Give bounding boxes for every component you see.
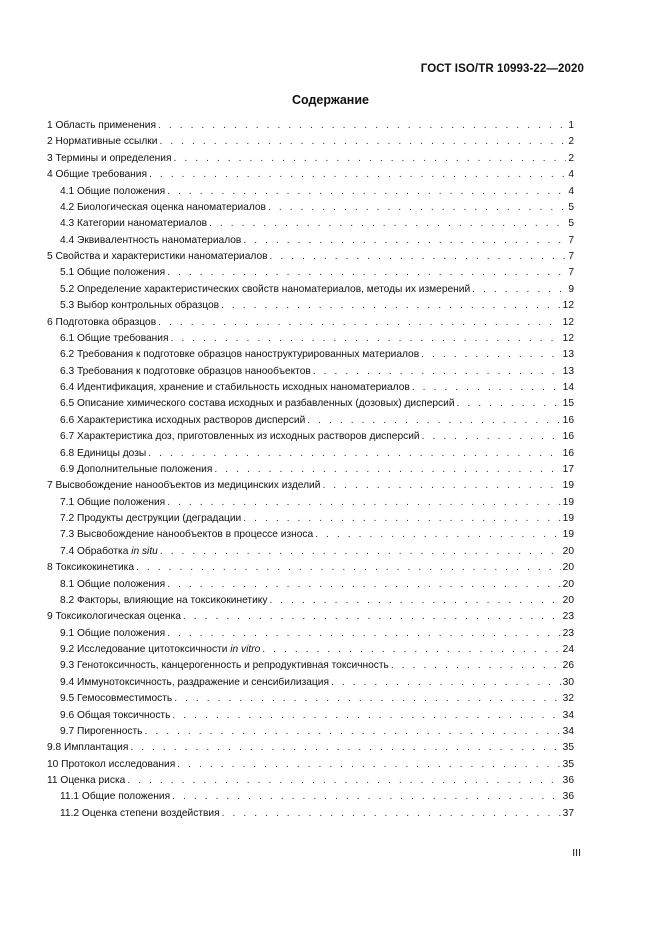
- toc-entry-page: 4: [568, 169, 574, 181]
- toc-entry[interactable]: [47, 429, 574, 445]
- toc-entry[interactable]: [47, 167, 574, 183]
- toc-entry[interactable]: [47, 806, 574, 822]
- toc-entry-title: 6.1 Общие требования: [60, 332, 169, 344]
- toc-entry-title: 2 Нормативные ссылки: [47, 136, 158, 148]
- toc-leader-dots: [149, 167, 566, 183]
- toc-leader-dots: [177, 757, 560, 773]
- toc-entry-page: 16: [562, 431, 574, 443]
- toc-leader-dots: [331, 675, 561, 691]
- toc-leader-dots: [243, 511, 560, 527]
- toc-leader-dots: [167, 577, 560, 593]
- toc-leader-dots: [158, 315, 561, 331]
- toc-leader-dots: [391, 658, 561, 674]
- toc-entry[interactable]: [47, 773, 574, 789]
- toc-entry-page: 32: [562, 693, 574, 705]
- toc-entry-title: 4 Общие требования: [47, 169, 148, 181]
- toc-entry-title: 7.2 Продукты деструкции (деградации: [60, 513, 242, 524]
- toc-entry-page: 7: [568, 251, 574, 262]
- toc-entry[interactable]: [47, 740, 574, 756]
- toc-entry-title: 8 Токсикокинетика: [47, 562, 134, 574]
- toc-entry-page: 36: [562, 791, 574, 803]
- toc-entry-title: 9.7 Пирогенность: [60, 725, 143, 737]
- toc-leader-dots: [313, 364, 561, 380]
- toc-entry[interactable]: [47, 315, 574, 331]
- toc-leader-dots: [221, 298, 561, 314]
- toc-entry-title: 10 Протокол исследования: [47, 758, 176, 770]
- toc-entry-page: 5: [568, 201, 574, 213]
- toc-entry-title: 6.4 Идентификация, хранение и стабильность исходных наноматериалов: [60, 382, 410, 393]
- toc-entry-title: 4.2 Биологическая оценка наноматериалов: [60, 201, 266, 213]
- toc-leader-dots: [315, 527, 560, 543]
- toc-leader-dots: [421, 347, 561, 363]
- toc-entry[interactable]: [47, 118, 574, 134]
- toc-entry[interactable]: [47, 478, 574, 494]
- toc-entry[interactable]: [47, 134, 574, 150]
- toc-entry[interactable]: [47, 593, 574, 609]
- toc-leader-dots: [209, 216, 566, 232]
- toc-leader-dots: [173, 151, 566, 167]
- toc-entry-title: 5.2 Определение характеристических свойств наноматериалов, методы их измерений: [60, 283, 471, 295]
- toc-leader-dots: [167, 265, 566, 281]
- toc-leader-dots: [167, 495, 560, 511]
- toc-leader-dots: [174, 691, 560, 707]
- toc-leader-dots: [322, 478, 560, 494]
- toc-entry-title: 11 Оценка риска: [47, 775, 126, 786]
- toc-entry-title: 7.1 Общие положения: [60, 496, 166, 508]
- toc-entry-title: 11.2 Оценка степени воздействия: [60, 807, 220, 819]
- toc-entry[interactable]: [47, 216, 574, 232]
- toc-leader-dots: [412, 380, 561, 396]
- toc-leader-dots: [183, 609, 561, 625]
- toc-leader-dots: [171, 331, 561, 347]
- toc-entry-page: 12: [562, 332, 574, 344]
- toc-entry-page: 19: [562, 480, 574, 492]
- toc-leader-dots: [159, 134, 566, 150]
- toc-entry[interactable]: [47, 789, 574, 805]
- toc-entry-page: 14: [562, 382, 574, 393]
- toc-entry[interactable]: [47, 200, 574, 216]
- toc-leader-dots: [222, 806, 561, 822]
- toc-entry[interactable]: [47, 658, 574, 674]
- toc-entry-page: 19: [562, 529, 574, 541]
- toc-entry-page: 34: [562, 709, 574, 721]
- toc-entry-page: 5: [568, 218, 574, 230]
- toc-entry-title: 7.3 Высвобождение нанообъектов в процессе износа: [60, 529, 314, 541]
- toc-leader-dots: [214, 462, 560, 478]
- toc-entry[interactable]: [47, 544, 574, 560]
- toc-entry-page: 24: [562, 644, 574, 655]
- toc-entry[interactable]: [47, 282, 574, 298]
- table-of-contents: [47, 118, 574, 822]
- toc-entry-page: 35: [562, 742, 574, 754]
- toc-entry-title: 8.2 Факторы, влияющие на токсикокинетику: [60, 594, 268, 606]
- document-id: ГОСТ ISO/TR 10993-22—2020: [420, 63, 584, 75]
- toc-entry-title: 6.2 Требования к подготовке образцов наноструктурированных материалов: [60, 349, 420, 361]
- toc-entry-title: 9.3 Генотоксичность, канцерогенность и репродуктивная токсичность: [60, 660, 389, 672]
- toc-leader-dots: [167, 184, 566, 200]
- toc-entry[interactable]: [47, 626, 574, 642]
- toc-leader-dots: [172, 708, 560, 724]
- toc-leader-dots: [144, 724, 560, 740]
- toc-entry-page: 20: [562, 545, 574, 557]
- toc-entry-page: 35: [562, 758, 574, 770]
- page-title: Содержание: [291, 93, 369, 107]
- toc-entry-title: 5.1 Общие положения: [60, 267, 166, 279]
- toc-entry[interactable]: [47, 364, 574, 380]
- toc-entry-title: 5.3 Выбор контрольных образцов: [60, 300, 220, 312]
- toc-entry-page: 12: [562, 300, 574, 312]
- toc-leader-dots: [457, 396, 561, 412]
- toc-leader-dots: [127, 773, 560, 789]
- toc-leader-dots: [270, 249, 567, 265]
- toc-entry[interactable]: [47, 347, 574, 363]
- toc-entry-page: 37: [562, 807, 574, 819]
- toc-leader-dots: [243, 233, 566, 249]
- toc-entry-title: 6 Подготовка образцов: [47, 316, 157, 328]
- toc-entry-title: 9.6 Общая токсичность: [60, 709, 171, 721]
- toc-entry-page: 12: [562, 316, 574, 328]
- toc-leader-dots: [262, 642, 560, 658]
- toc-entry-page: 30: [562, 676, 574, 688]
- toc-entry-page: 15: [562, 398, 574, 410]
- toc-entry-title: 8.1 Общие положения: [60, 578, 166, 590]
- toc-entry-title: 4.3 Категории наноматериалов: [60, 218, 208, 230]
- toc-entry[interactable]: [47, 495, 574, 511]
- toc-leader-dots: [136, 560, 561, 576]
- toc-leader-dots: [422, 429, 561, 445]
- toc-entry[interactable]: [47, 298, 574, 314]
- toc-entry-title: 3 Термины и определения: [47, 152, 172, 164]
- toc-entry[interactable]: [47, 462, 574, 478]
- toc-entry[interactable]: [47, 331, 574, 347]
- toc-entry[interactable]: [47, 249, 574, 265]
- toc-entry-title: 6.6 Характеристика исходных растворов дисперсий: [60, 414, 306, 426]
- toc-leader-dots: [158, 118, 566, 134]
- toc-entry-page: 17: [562, 463, 574, 475]
- toc-entry-page: 16: [562, 447, 574, 459]
- toc-entry[interactable]: [47, 675, 574, 691]
- toc-entry-title: 6.5 Описание химического состава исходных и разбавленных (дозовых) дисперсий: [60, 398, 455, 410]
- toc-leader-dots: [167, 626, 560, 642]
- toc-leader-dots: [160, 544, 561, 560]
- toc-leader-dots: [130, 740, 560, 756]
- toc-entry[interactable]: [47, 609, 574, 625]
- toc-entry-page: 19: [562, 513, 574, 524]
- toc-entry[interactable]: [47, 560, 574, 576]
- toc-entry[interactable]: [47, 233, 574, 249]
- toc-entry[interactable]: [47, 757, 574, 773]
- toc-entry-title: 6.3 Требования к подготовке образцов нанообъектов: [60, 365, 311, 377]
- toc-entry[interactable]: [47, 691, 574, 707]
- toc-entry-page: 26: [562, 660, 574, 672]
- toc-entry-page: 2: [568, 136, 574, 148]
- toc-entry-title: 9.5 Гемосовместимость: [60, 693, 173, 705]
- toc-entry-title: 9.1 Общие положения: [60, 627, 166, 639]
- toc-entry[interactable]: [47, 642, 574, 658]
- toc-entry-page: 9: [568, 283, 574, 295]
- toc-entry-title: 6.8 Единицы дозы: [60, 447, 147, 459]
- toc-entry[interactable]: [47, 380, 574, 396]
- toc-entry[interactable]: [47, 446, 574, 462]
- toc-entry-title: 1 Область применения: [47, 120, 156, 131]
- toc-entry-page: 13: [562, 365, 574, 377]
- toc-entry[interactable]: [47, 184, 574, 200]
- toc-leader-dots: [269, 593, 560, 609]
- toc-entry-page: 23: [562, 627, 574, 639]
- toc-entry-page: 2: [568, 152, 574, 164]
- toc-entry-page: 4: [568, 185, 574, 197]
- toc-entry-page: 7: [568, 234, 574, 246]
- toc-entry-title: 7.4 Обработка in situ: [60, 545, 158, 557]
- toc-entry-page: 20: [562, 562, 574, 574]
- toc-entry-page: 20: [562, 594, 574, 606]
- toc-leader-dots: [472, 282, 566, 298]
- toc-entry[interactable]: [47, 151, 574, 167]
- toc-entry[interactable]: [47, 577, 574, 593]
- toc-entry-title: 6.9 Дополнительные положения: [60, 463, 213, 475]
- toc-entry-title: 5 Свойства и характеристики наноматериалов: [47, 251, 268, 262]
- toc-entry-title: 9.4 Иммунотоксичность, раздражение и сенсибилизация: [60, 676, 329, 688]
- toc-entry[interactable]: [47, 724, 574, 740]
- toc-entry-page: 7: [568, 267, 574, 279]
- toc-entry-title: 9.2 Исследование цитотоксичности in vitro: [60, 644, 261, 655]
- toc-entry-title: 9.8 Имплантация: [47, 742, 129, 754]
- toc-entry-page: 16: [562, 414, 574, 426]
- toc-leader-dots: [268, 200, 566, 216]
- toc-entry-title: 4.1 Общие положения: [60, 185, 166, 197]
- toc-entry[interactable]: [47, 708, 574, 724]
- toc-entry[interactable]: [47, 396, 574, 412]
- toc-entry-page: 19: [562, 496, 574, 508]
- toc-entry-title: 9 Токсикологическая оценка: [47, 611, 181, 623]
- toc-entry[interactable]: [47, 511, 574, 527]
- toc-leader-dots: [307, 413, 560, 429]
- toc-entry[interactable]: [47, 413, 574, 429]
- toc-entry-page: 23: [562, 611, 574, 623]
- page-number: III: [572, 847, 581, 859]
- toc-leader-dots: [148, 446, 560, 462]
- toc-entry-page: 1: [568, 120, 574, 131]
- toc-entry-page: 20: [562, 578, 574, 590]
- toc-entry-page: 36: [562, 775, 574, 786]
- toc-leader-dots: [172, 789, 561, 805]
- toc-entry-page: 13: [562, 349, 574, 361]
- toc-entry-title: 7 Высвобождение нанообъектов из медицинских изделий: [47, 480, 321, 492]
- toc-entry-title: 11.1 Общие положения: [60, 791, 171, 803]
- toc-entry-title: 6.7 Характеристика доз, приготовленных из исходных растворов дисперсий: [60, 431, 420, 443]
- toc-entry-page: 34: [562, 725, 574, 737]
- toc-entry[interactable]: [47, 527, 574, 543]
- toc-entry[interactable]: [47, 265, 574, 281]
- toc-entry-title: 4.4 Эквивалентность наноматериалов: [60, 234, 242, 246]
